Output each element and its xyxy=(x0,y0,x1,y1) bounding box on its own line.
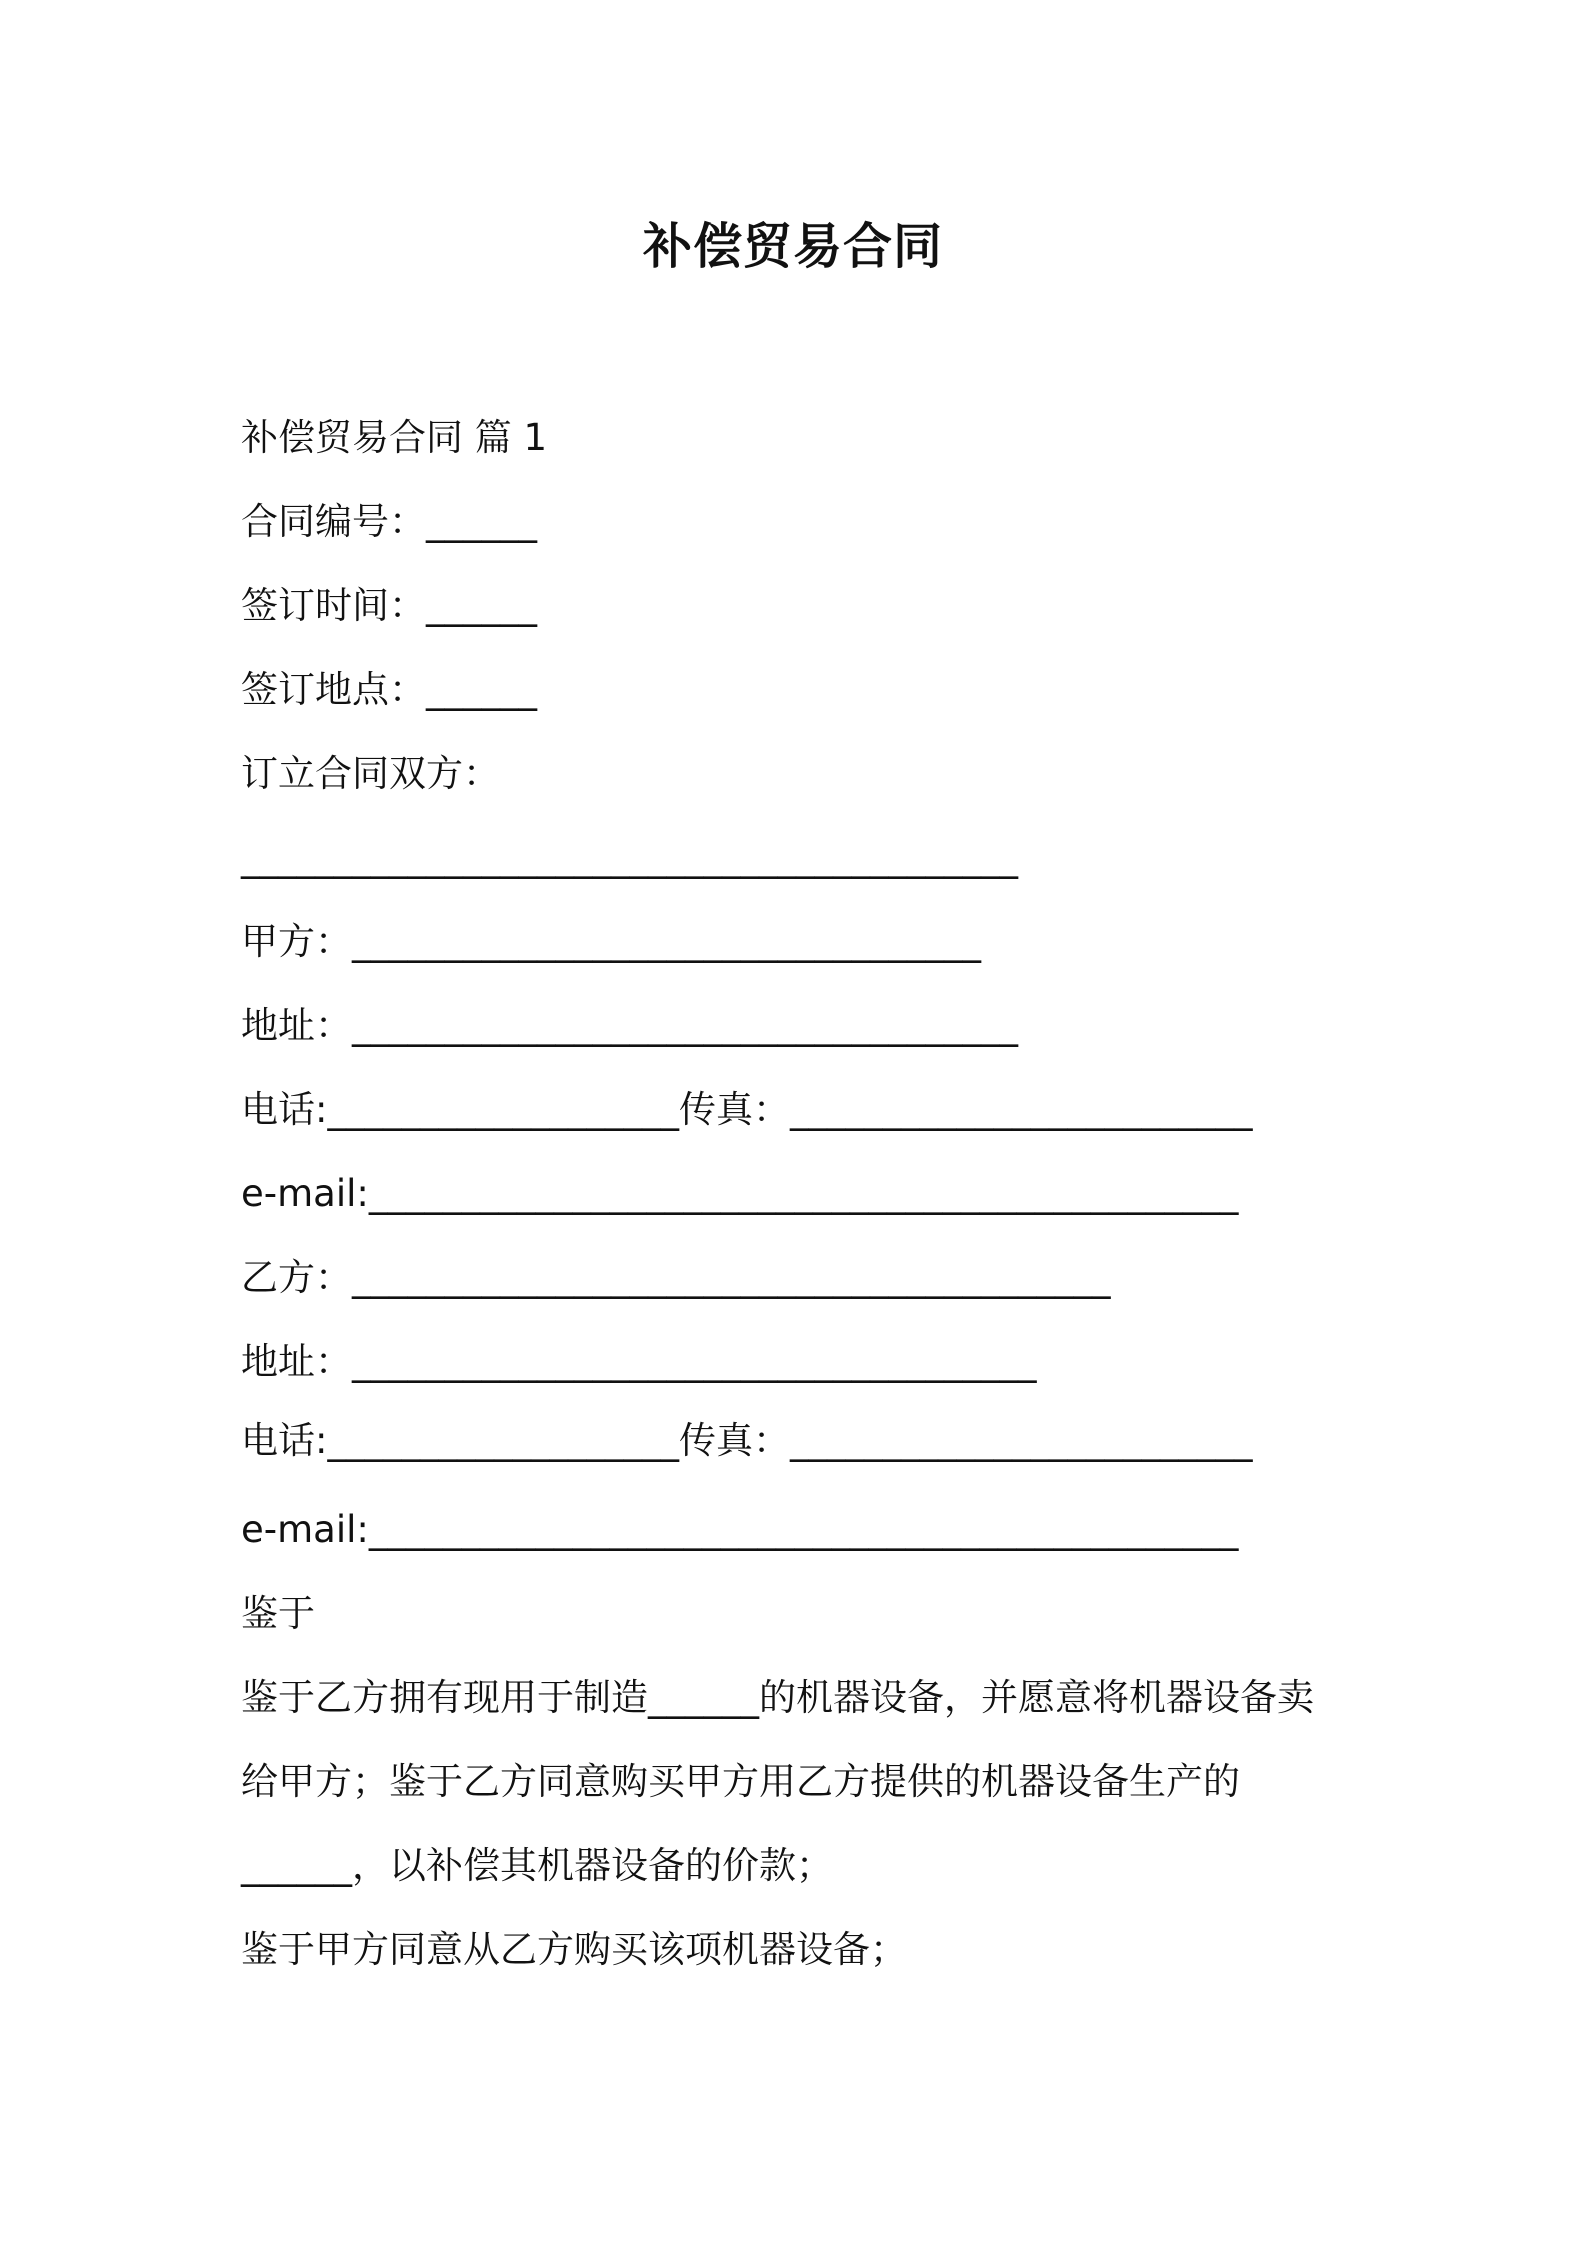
party-a-email-line: e-mail:_______________________________________________ xyxy=(241,1172,1239,1215)
document-title: 补偿贸易合同 xyxy=(642,218,943,275)
whereas-heading: 鉴于 xyxy=(241,1592,315,1635)
party-b-address-line: 地址：_____________________________________ xyxy=(241,1340,1037,1383)
party-a-line: 甲方：__________________________________ xyxy=(241,920,981,963)
section-heading: 补偿贸易合同 篇 1 xyxy=(241,416,548,459)
party-b-email-line: e-mail:_______________________________________________ xyxy=(241,1508,1239,1551)
party-a-phone-fax-line: 电话:___________________传真：_________________________ xyxy=(241,1088,1253,1131)
party-b-phone-fax-line: 电话:___________________传真：_________________________ xyxy=(241,1419,1253,1462)
signing-time-line: 签订时间：______ xyxy=(241,584,537,627)
party-a-address-line: 地址：____________________________________ xyxy=(241,1004,1018,1047)
whereas-paragraph-line-4: 鉴于甲方同意从乙方购买该项机器设备； xyxy=(241,1928,907,1971)
contract-number-line: 合同编号：______ xyxy=(241,500,537,543)
whereas-paragraph-line-1: 鉴于乙方拥有现用于制造______的机器设备，并愿意将机器设备卖 xyxy=(241,1676,1314,1719)
parties-blank-line: __________________________________________ xyxy=(241,836,1018,879)
whereas-paragraph-line-2: 给甲方；鉴于乙方同意购买甲方用乙方提供的机器设备生产的 xyxy=(241,1760,1240,1803)
parties-label: 订立合同双方： xyxy=(241,752,500,795)
signing-place-line: 签订地点：______ xyxy=(241,668,537,711)
party-b-line: 乙方：_________________________________________ xyxy=(241,1256,1111,1299)
whereas-paragraph-line-3: ______，以补偿其机器设备的价款； xyxy=(241,1844,833,1887)
